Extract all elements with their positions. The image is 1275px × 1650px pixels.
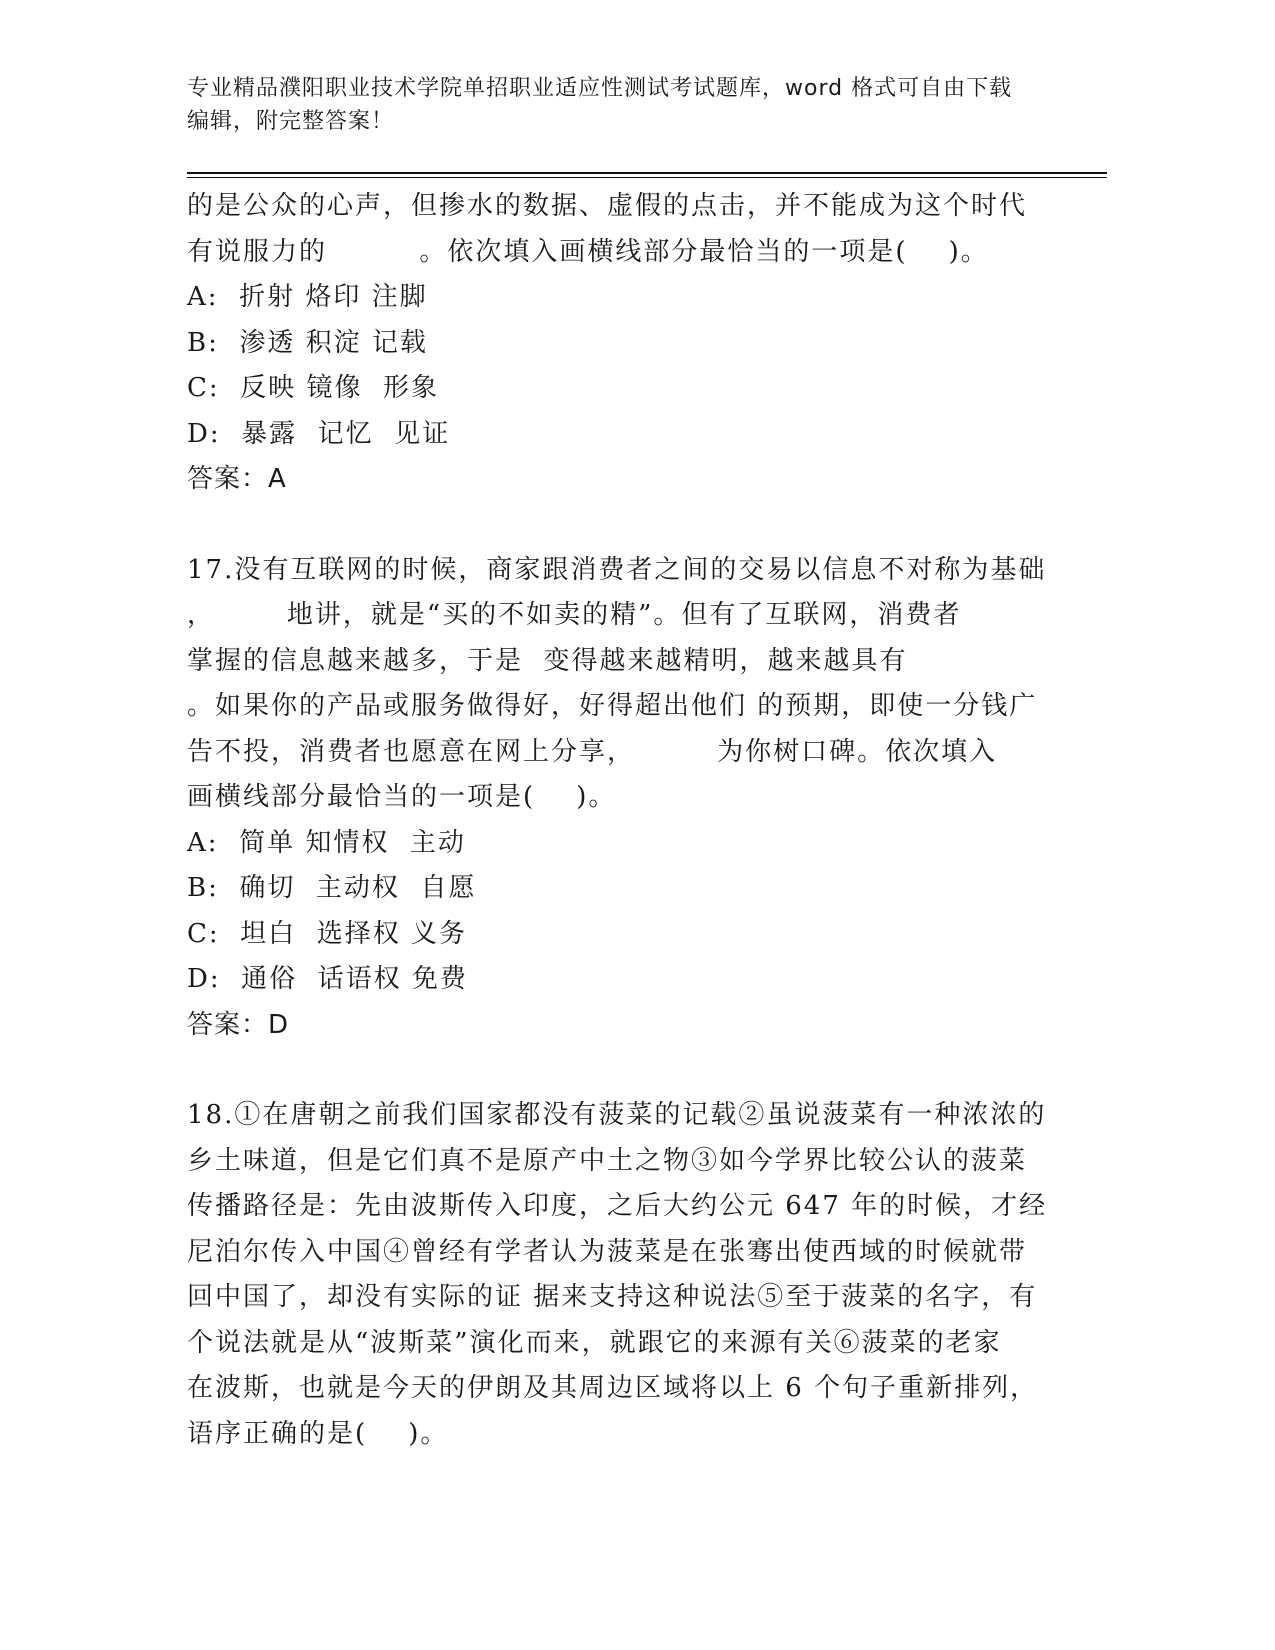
question-text-line: 传播路径是：先由波斯传入印度，之后大约公元 647 年的时候，才经	[187, 1191, 1048, 1221]
question-text-line: 有说服力的 。依次填入画横线部分最恰当的一项是( )。	[187, 236, 989, 267]
header-rule-thick	[187, 172, 1107, 174]
question-text-line: 在波斯，也就是今天的伊朗及其周边区域将以上 6 个句子重新排列，	[187, 1373, 1039, 1403]
question-text-line: 掌握的信息越来越多，于是 变得越来越精明，越来越具有	[187, 645, 908, 676]
question-17	[187, 548, 1107, 1049]
header-line-1: 专业精品濮阳职业技术学院单招职业适应性测试考试题库，word 格式可自由下载	[187, 76, 1013, 101]
document-page	[187, 72, 1107, 1457]
question-text-line: 的是公众的心声，但掺水的数据、虚假的点击，并不能成为这个时代	[187, 191, 1028, 221]
answer-17: 答案：D	[187, 1009, 290, 1040]
question-text-line: ， 地讲，就是“买的不如卖的精”。但有了互联网，消费者	[187, 600, 962, 630]
option-a: A: 折射 烙印 注脚	[187, 282, 428, 312]
question-16-tail	[187, 184, 1107, 503]
question-text-line: 语序正确的是( )。	[187, 1418, 449, 1449]
option-c: C: 反映 镜像 形象	[187, 373, 439, 403]
question-text-line: 回中国了，却没有实际的证 据来支持这种说法⑤至于菠菜的名字，有	[187, 1282, 1038, 1312]
question-text-line: 。如果你的产品或服务做得好，好得超出他们 的预期，即使一分钱广	[187, 691, 1038, 721]
question-text-line: 乡土味道，但是它们真不是原产中土之物③如今学界比较公认的菠菜	[187, 1145, 1028, 1176]
question-text-line: 画横线部分最恰当的一项是( )。	[187, 782, 617, 812]
option-b: B: 渗透 积淀 记载	[187, 327, 428, 358]
page-header	[187, 72, 1107, 138]
option-d: D: 暴露 记忆 见证	[187, 418, 451, 449]
question-18	[187, 1093, 1107, 1457]
question-text-line: 个说法就是从“波斯菜”演化而来，就跟它的来源有关⑥菠菜的老家	[187, 1327, 1002, 1358]
question-text-line: 18.①在唐朝之前我们国家都没有菠菜的记载②虽说菠菜有一种浓浓的	[187, 1100, 1047, 1130]
option-c: C: 坦白 选择权 义务	[187, 918, 467, 949]
answer-16: 答案：A	[187, 464, 287, 494]
question-text-line: 告不投，消费者也愿意在网上分享， 为你树口碑。依次填入	[187, 736, 998, 767]
option-b: B: 确切 主动权 自愿	[187, 873, 477, 903]
document-body	[187, 184, 1107, 1457]
question-text-line: 17.没有互联网的时候，商家跟消费者之间的交易以信息不对称为基础	[187, 554, 1047, 585]
header-line-2: 编辑，附完整答案！	[187, 109, 395, 134]
question-text-line: 尼泊尔传入中国④曾经有学者认为菠菜是在张骞出使西域的时候就带	[187, 1236, 1028, 1267]
option-d: D: 通俗 话语权 免费	[187, 964, 468, 994]
option-a: A: 简单 知情权 主动	[187, 827, 466, 858]
header-rule-thin	[187, 177, 1107, 178]
